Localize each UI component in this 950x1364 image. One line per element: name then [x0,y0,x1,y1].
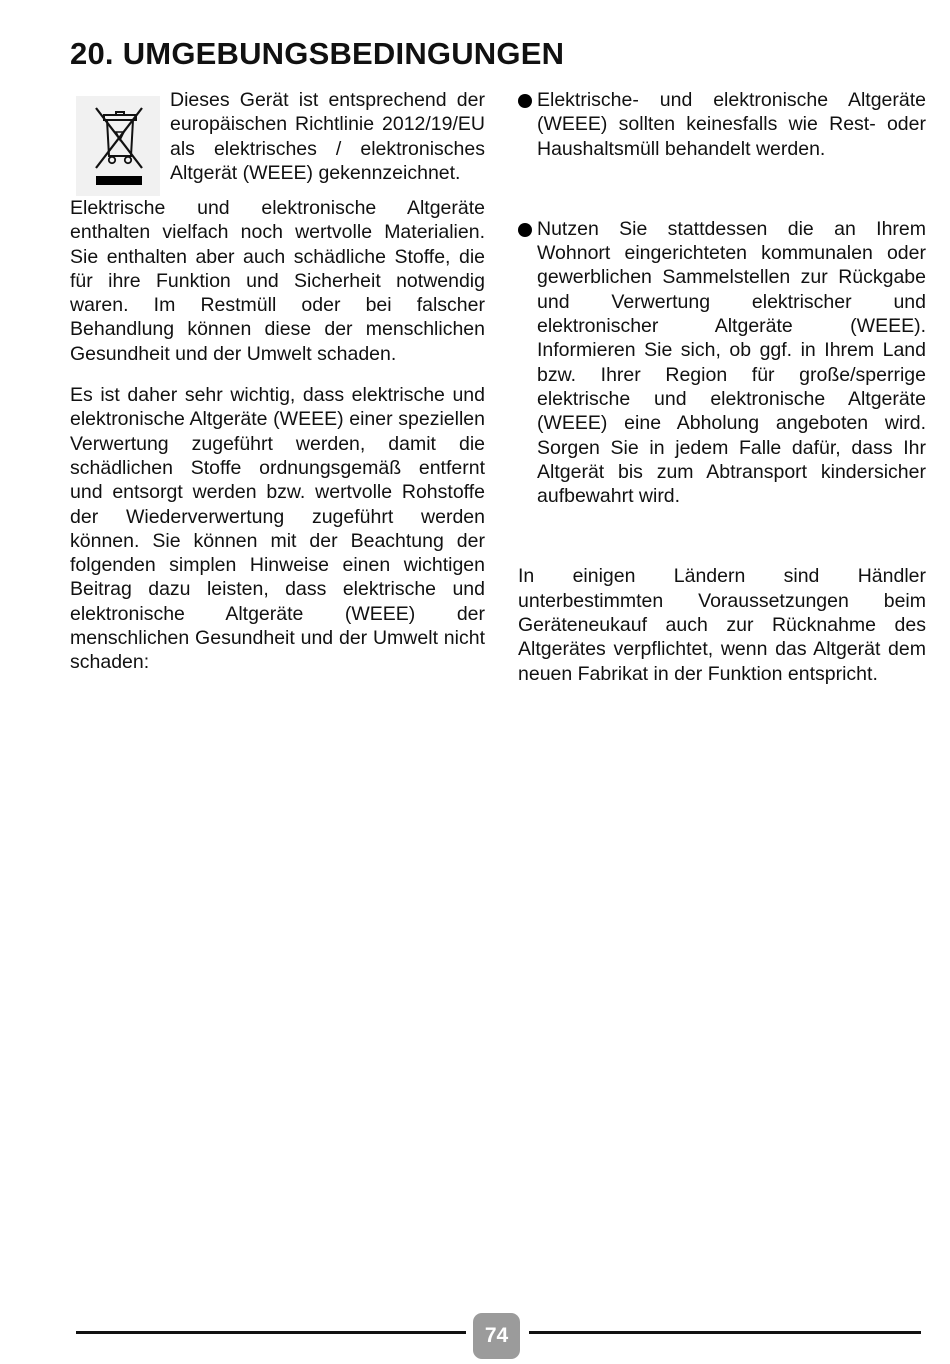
bullet-item [518,88,926,161]
bullet-dot-icon [518,94,532,108]
intro-text: Dieses Gerät ist entsprechend der europäischen Richtlinie 2012/19/EU als elektrisches / elektronisches Altgerät (WEEE) gekennzeichnet. [170,89,485,184]
left-paragraph-1: Elektrische und elektronische Altgeräte enthalten vielfach noch wertvolle Materialien. Sie enthalten aber auch schädliche Stoffe, die für ihre Funktion und Sicherheit notwendig waren. Im Restmüll oder bei falscher Behandlung können diese der menschlichen Gesundheit und der Umwelt schaden. [70,197,485,365]
footer-rule-left [76,1331,466,1334]
right-column [518,88,926,686]
bullet-text: Elektrische- und elektronische Altgeräte (WEEE) sollten keinesfalls wie Rest- oder Haushaltsmüll behandelt werden. [537,89,926,160]
page-number-badge: 74 [473,1313,520,1359]
crossed-out-wheelie-bin-icon [76,96,160,196]
bullet-text: Nutzen Sie stattdessen die an Ihrem Wohnort eingerichteten kommunalen oder gewerblichen Sammelstellen zur Rückgabe und Verwertung elektrischer und elektronischer Altgeräte (WEEE). Informieren Sie sich, ob ggf. in Ihrem Land bzw. Ihrer Region für große/sperrige elektrische und elektronische Altgeräte (WEEE) eine Abholung angeboten wird. Sorgen Sie in jedem Falle dafür, dass Ihr Altgerät bis zum Abtransport kindersicher aufbewahrt wird. [537,217,926,508]
weee-intro [70,88,485,196]
section-heading: UMGEBUNGSBEDINGUNGEN [122,36,565,71]
footer-rule-right [529,1331,921,1334]
section-number: 20. [70,36,114,71]
right-paragraph: In einigen Ländern sind Händler unterbestimmten Voraussetzungen beim Geräteneukauf auch zur Rücknahme des Altgerätes verpflichtet, wenn das Altgerät dem neuen Fabrikat in der Funktion entspricht. [518,565,926,685]
left-paragraph-2: Es ist daher sehr wichtig, dass elektrische und elektronische Altgeräte (WEEE) einer speziellen Verwertung zugeführt werden, damit die schädlichen Stoffe ordnungsgemäß entfernt und entsorgt werden bzw. wertvolle Rohstoffe der Wiederverwertung zugeführt werden können. Sie können mit der Beachtung der folgenden simplen Hinweise einen wichtigen Beitrag dazu leisten, dass elektrische und elektronische Altgeräte (WEEE) der menschlichen Gesundheit und der Umwelt nicht schaden: [70,384,485,674]
bullet-dot-icon [518,223,532,237]
bullet-item [518,217,926,509]
section-title [70,36,564,72]
left-column [70,88,485,675]
